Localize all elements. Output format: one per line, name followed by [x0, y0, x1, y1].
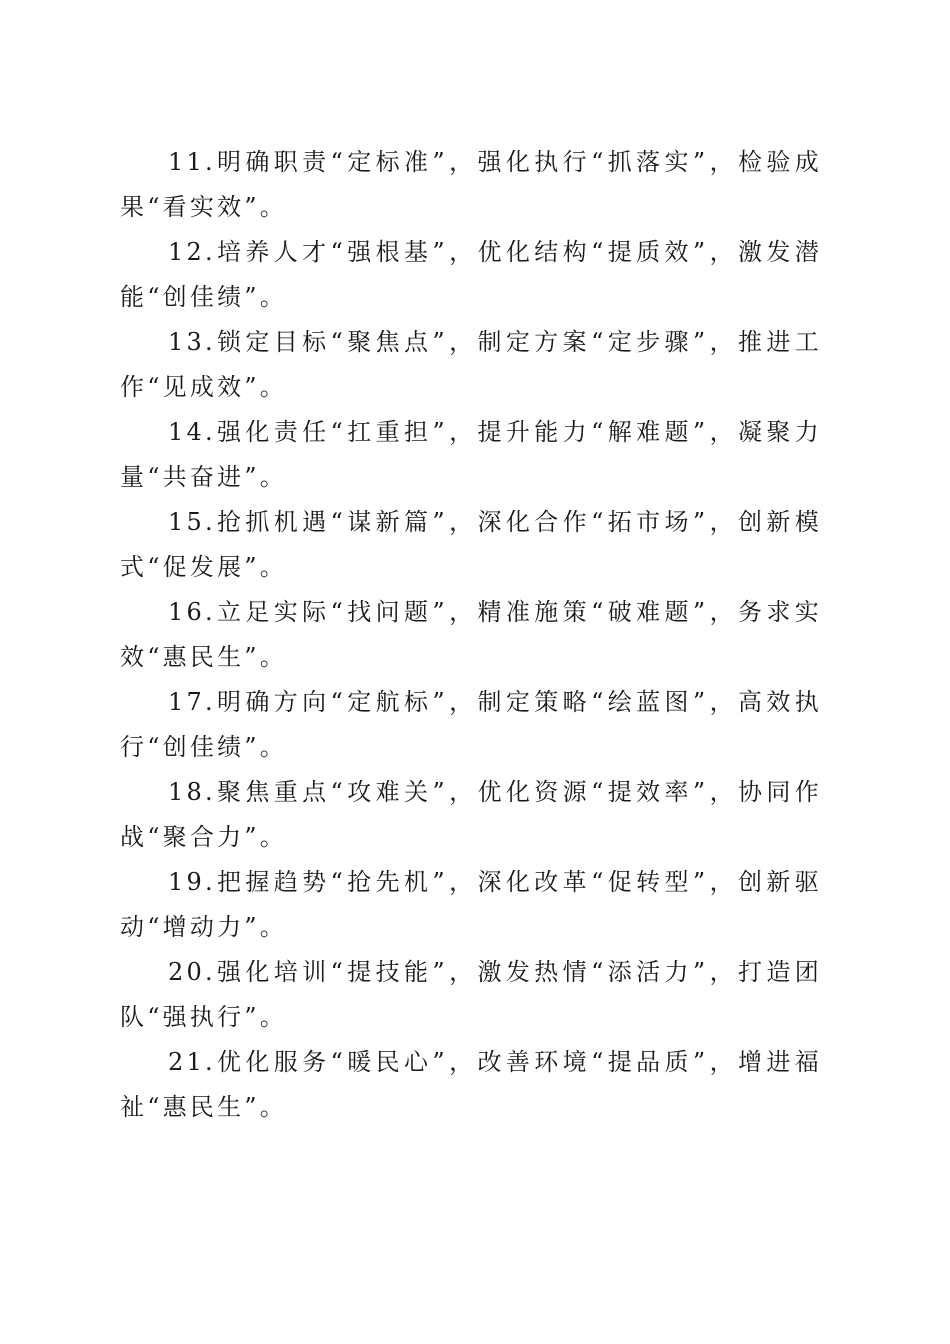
paragraph-21: 21.优化服务“暖民心”，改善环境“提品质”，增进福祉“惠民生”。	[120, 1048, 822, 1121]
document-body	[120, 140, 822, 1130]
paragraph-11: 11.明确职责“定标准”，强化执行“抓落实”，检验成果“看实效”。	[120, 148, 822, 221]
paragraph-14: 14.强化责任“扛重担”，提升能力“解难题”，凝聚力量“共奋进”。	[120, 418, 822, 491]
paragraph-13: 13.锁定目标“聚焦点”，制定方案“定步骤”，推进工作“见成效”。	[120, 328, 822, 401]
paragraph-19: 19.把握趋势“抢先机”，深化改革“促转型”，创新驱动“增动力”。	[120, 868, 822, 941]
paragraph-17: 17.明确方向“定航标”，制定策略“绘蓝图”，高效执行“创佳绩”。	[120, 688, 822, 761]
paragraph-12: 12.培养人才“强根基”，优化结构“提质效”，激发潜能“创佳绩”。	[120, 238, 822, 311]
paragraph-18: 18.聚焦重点“攻难关”，优化资源“提效率”，协同作战“聚合力”。	[120, 778, 822, 851]
paragraph-15: 15.抢抓机遇“谋新篇”，深化合作“拓市场”，创新模式“促发展”。	[120, 508, 822, 581]
paragraph-20: 20.强化培训“提技能”，激发热情“添活力”，打造团队“强执行”。	[120, 958, 822, 1031]
paragraph-16: 16.立足实际“找问题”，精准施策“破难题”，务求实效“惠民生”。	[120, 598, 822, 671]
